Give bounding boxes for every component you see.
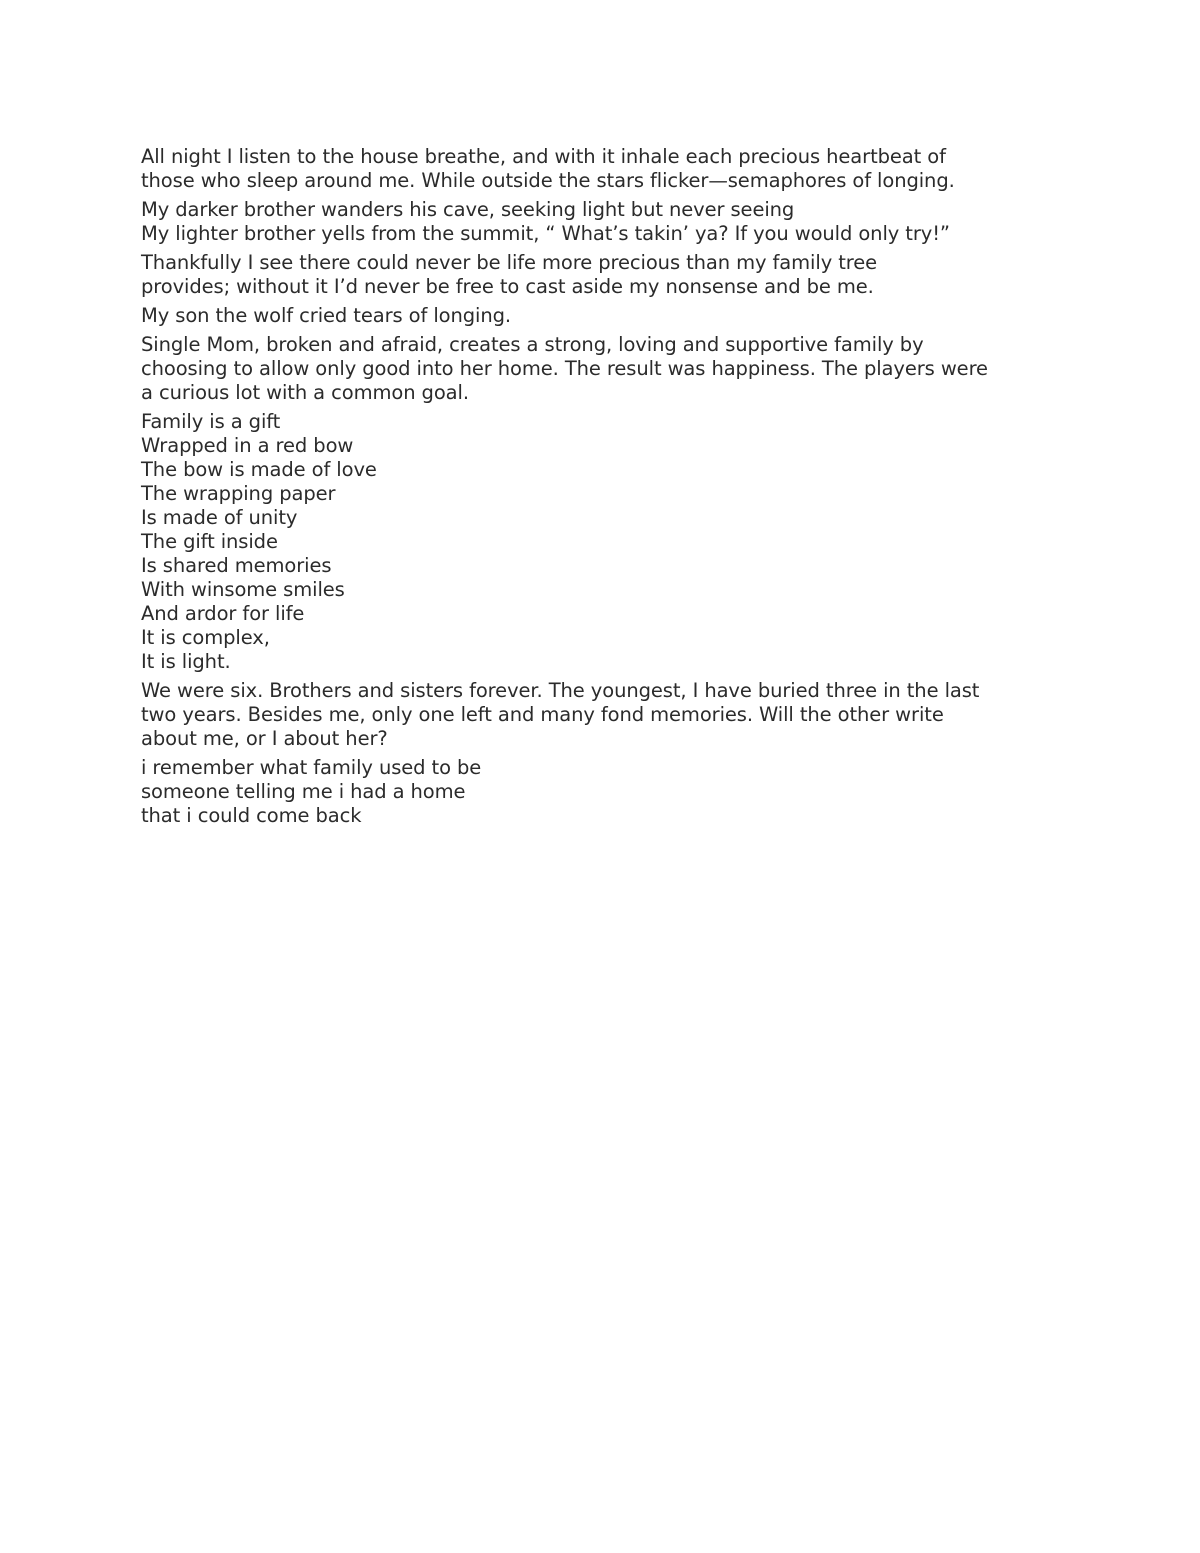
- text-line: All night I listen to the house breathe, and with it inhale each precious heartbeat of: [141, 145, 946, 168]
- poem-line: The bow is made of love: [141, 458, 377, 481]
- paragraph-remember-family: [141, 756, 1061, 828]
- text-line: that i could come back: [141, 804, 362, 827]
- poem-line: The wrapping paper: [141, 482, 336, 505]
- text-line: Thankfully I see there could never be life more precious than my family tree: [141, 251, 878, 274]
- poem-line: It is complex,: [141, 626, 270, 649]
- text-line: someone telling me i had a home: [141, 780, 466, 803]
- paragraph-family-tree: [141, 251, 1061, 299]
- poem-line: Is made of unity: [141, 506, 298, 529]
- text-line: provides; without it I’d never be free to cast aside my nonsense and be me.: [141, 275, 874, 298]
- paragraph-we-were-six: [141, 679, 1061, 751]
- paragraph-son-wolf: [141, 304, 1061, 328]
- text-line: We were six. Brothers and sisters forever. The youngest, I have buried three in the last: [141, 679, 980, 702]
- text-line: i remember what family used to be: [141, 756, 482, 779]
- poem-line: With winsome smiles: [141, 578, 345, 601]
- text-line: My son the wolf cried tears of longing.: [141, 304, 511, 327]
- poem-line: The gift inside: [141, 530, 278, 553]
- text-line: those who sleep around me. While outside the stars flicker—semaphores of longing.: [141, 169, 955, 192]
- text-line: a curious lot with a common goal.: [141, 381, 469, 404]
- poem-line: It is light.: [141, 650, 231, 673]
- paragraph-house-breathe: [141, 145, 1061, 193]
- text-line: My darker brother wanders his cave, seeking light but never seeing: [141, 198, 795, 221]
- poem-line: And ardor for life: [141, 602, 305, 625]
- text-line: Single Mom, broken and afraid, creates a strong, loving and supportive family by: [141, 333, 924, 356]
- paragraph-single-mom: [141, 333, 1061, 405]
- text-line: choosing to allow only good into her home. The result was happiness. The players were: [141, 357, 988, 380]
- poem-line: Family is a gift: [141, 410, 281, 433]
- document-body: [141, 145, 1061, 833]
- poem-line: Wrapped in a red bow: [141, 434, 354, 457]
- text-line: two years. Besides me, only one left and many fond memories. Will the other write: [141, 703, 944, 726]
- poem-family-gift: [141, 410, 1061, 674]
- text-line: My lighter brother yells from the summit, “ What’s takin’ ya? If you would only try!”: [141, 222, 950, 245]
- poem-line: Is shared memories: [141, 554, 332, 577]
- paragraph-brothers: [141, 198, 1061, 246]
- text-line: about me, or I about her?: [141, 727, 388, 750]
